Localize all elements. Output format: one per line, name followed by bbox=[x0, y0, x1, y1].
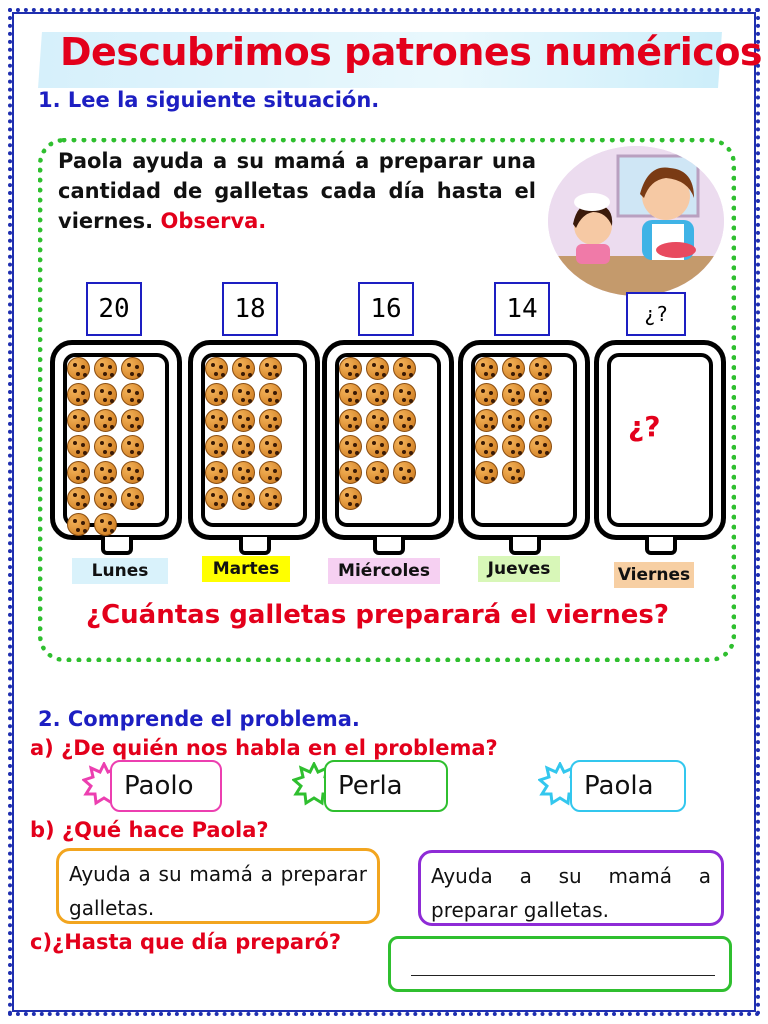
cookie bbox=[393, 409, 416, 432]
count-box-viernes: ¿? bbox=[626, 292, 686, 336]
cookie bbox=[205, 487, 228, 510]
cookie bbox=[67, 409, 90, 432]
tray-miercoles bbox=[322, 340, 454, 540]
cookie bbox=[205, 461, 228, 484]
cookie bbox=[502, 357, 525, 380]
option-paola[interactable]: Paola bbox=[570, 760, 686, 812]
count-box-jueves: 14 bbox=[494, 282, 550, 336]
cookies-lunes bbox=[67, 357, 169, 536]
cookie bbox=[259, 357, 282, 380]
cookie bbox=[475, 357, 498, 380]
cookie bbox=[259, 487, 282, 510]
cookie bbox=[366, 435, 389, 458]
day-label-jueves: Jueves bbox=[478, 556, 560, 582]
cookie bbox=[366, 409, 389, 432]
cookie bbox=[366, 383, 389, 406]
cookie bbox=[366, 461, 389, 484]
cookie bbox=[94, 357, 117, 380]
cookies-martes bbox=[205, 357, 307, 510]
cookie bbox=[502, 383, 525, 406]
cookie bbox=[67, 357, 90, 380]
cookie bbox=[94, 383, 117, 406]
cookie bbox=[339, 435, 362, 458]
cookie bbox=[366, 357, 389, 380]
question-a: a) ¿De quién nos habla en el problema? bbox=[30, 736, 498, 760]
cookie bbox=[232, 435, 255, 458]
answer-line bbox=[411, 975, 715, 976]
count-box-lunes: 20 bbox=[86, 282, 142, 336]
cookie bbox=[475, 461, 498, 484]
cookie bbox=[205, 435, 228, 458]
story-text bbox=[58, 146, 536, 236]
cookie bbox=[393, 461, 416, 484]
cookie bbox=[94, 435, 117, 458]
day-label-viernes: Viernes bbox=[614, 562, 694, 588]
cookie bbox=[475, 435, 498, 458]
cookie bbox=[475, 409, 498, 432]
cookie bbox=[121, 409, 144, 432]
cookie bbox=[121, 461, 144, 484]
cookie bbox=[502, 435, 525, 458]
cookie bbox=[502, 461, 525, 484]
tray-unknown-mark: ¿? bbox=[628, 410, 661, 443]
main-question: ¿Cuántas galletas preparará el viernes? bbox=[86, 600, 669, 630]
cookie bbox=[502, 409, 525, 432]
cookie bbox=[529, 383, 552, 406]
page-title: Descubrimos patrones numéricos bbox=[60, 30, 763, 74]
option-paolo[interactable]: Paolo bbox=[110, 760, 222, 812]
cookies-jueves bbox=[475, 357, 577, 484]
cookie bbox=[94, 461, 117, 484]
tray-jueves bbox=[458, 340, 590, 540]
cookie bbox=[339, 487, 362, 510]
cookie bbox=[232, 357, 255, 380]
cookie bbox=[205, 409, 228, 432]
cookie bbox=[339, 383, 362, 406]
cookie bbox=[67, 435, 90, 458]
baking-illustration bbox=[548, 146, 724, 296]
cookie bbox=[205, 383, 228, 406]
story-highlight: Observa. bbox=[160, 209, 267, 233]
cookie bbox=[529, 435, 552, 458]
cookie bbox=[67, 383, 90, 406]
question-c: c)¿Hasta que día preparó? bbox=[30, 930, 342, 954]
section-1-heading: 1. Lee la siguiente situación. bbox=[38, 88, 380, 112]
cookie bbox=[529, 357, 552, 380]
cookie bbox=[67, 513, 90, 536]
cookie bbox=[259, 461, 282, 484]
day-label-miercoles: Miércoles bbox=[328, 558, 440, 584]
cookie bbox=[67, 487, 90, 510]
cookie bbox=[232, 383, 255, 406]
cookie bbox=[94, 409, 117, 432]
tray-martes bbox=[188, 340, 320, 540]
cookie bbox=[339, 461, 362, 484]
cookie bbox=[393, 383, 416, 406]
cookie bbox=[121, 435, 144, 458]
day-label-martes: Martes bbox=[202, 556, 290, 582]
cookie bbox=[259, 435, 282, 458]
cookie bbox=[121, 487, 144, 510]
option-perla[interactable]: Perla bbox=[324, 760, 448, 812]
cookie bbox=[232, 409, 255, 432]
cookies-miercoles bbox=[339, 357, 441, 510]
cookie bbox=[232, 461, 255, 484]
count-box-martes: 18 bbox=[222, 282, 278, 336]
section-2-heading: 2. Comprende el problema. bbox=[38, 707, 360, 731]
cookie bbox=[259, 409, 282, 432]
answer-c-field[interactable] bbox=[388, 936, 732, 992]
cookie bbox=[393, 357, 416, 380]
answer-b-option-2[interactable]: Ayuda a su mamá a preparar galletas. bbox=[418, 850, 724, 926]
tray-lunes bbox=[50, 340, 182, 540]
count-box-miercoles: 16 bbox=[358, 282, 414, 336]
question-b: b) ¿Qué hace Paola? bbox=[30, 818, 269, 842]
cookie bbox=[339, 409, 362, 432]
cookie bbox=[67, 461, 90, 484]
cookie bbox=[475, 383, 498, 406]
day-label-lunes: Lunes bbox=[72, 558, 168, 584]
cookie bbox=[205, 357, 228, 380]
cookie bbox=[259, 383, 282, 406]
cookie bbox=[94, 487, 117, 510]
cookie bbox=[121, 357, 144, 380]
cookie bbox=[121, 383, 144, 406]
cookie bbox=[339, 357, 362, 380]
answer-b-option-1[interactable]: Ayuda a su mamá a preparar galletas. bbox=[56, 848, 380, 924]
cookie bbox=[393, 435, 416, 458]
cookie bbox=[94, 513, 117, 536]
story-body: Paola ayuda a su mamá a preparar una cantidad de galletas cada día hasta el viernes. bbox=[58, 149, 536, 233]
cookie bbox=[529, 409, 552, 432]
cookie bbox=[232, 487, 255, 510]
